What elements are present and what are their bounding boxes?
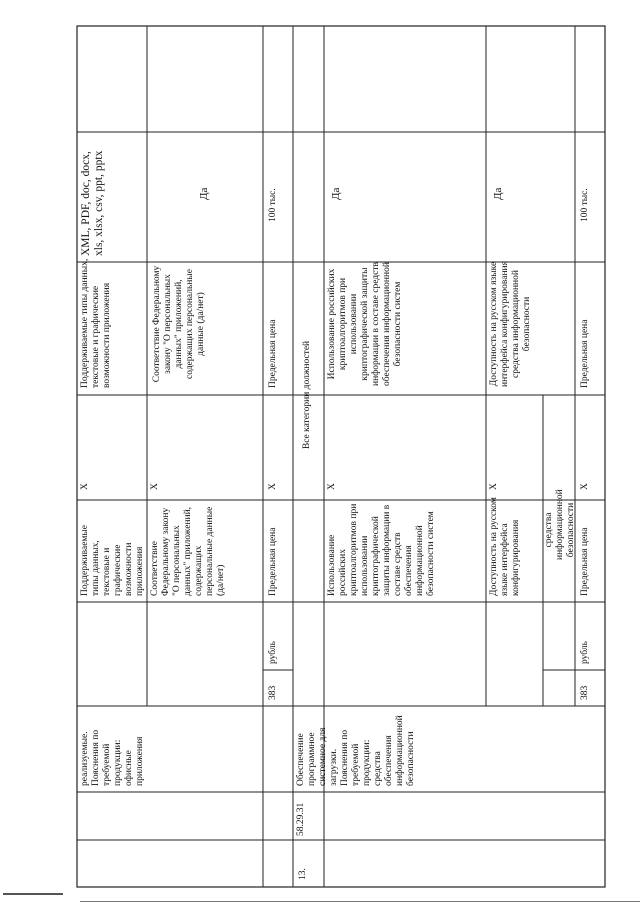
lang-gov-name: Доступность на русском языке интерфейса конфигурирования средства информационной безопасности: [489, 261, 532, 387]
footer-rule: [80, 901, 640, 902]
row13-price-unit: рубль: [580, 641, 590, 664]
product-name: Обеспечение программное системное для загрузки. Пояснения по требуемой продукции: средства обеспечения информационной безопасности: [296, 715, 416, 786]
crypto-mid-mark: X: [327, 483, 337, 490]
lang-gov-value: Да: [492, 187, 504, 200]
crypto-gov-value: Да: [330, 187, 342, 200]
okpd-code: 58.29.31: [296, 802, 306, 836]
row13-price-code: 383: [580, 685, 590, 700]
row13-price-gov-value: 100 тыс.: [580, 188, 590, 222]
row-number: 13.: [298, 868, 308, 880]
lang-mid-name-a: Доступность на русском языке интерфейса конфигурирования: [489, 497, 521, 596]
price-gov-value: 100 тыс.: [268, 188, 278, 222]
compliance-mid-name: Соответствие Федеральному закону "О персональных данных" приложений, содержащих персональные данные (да/нет): [150, 506, 226, 596]
gov-characteristic-name: Поддерживаемые типы данных, текстовые и графические возможности приложения: [80, 258, 112, 388]
product-name-cell: реализуемые. Пояснения по требуемой продукции: офисные приложения: [80, 729, 145, 786]
row13-price-gov-name: Предельная цена: [580, 319, 590, 388]
price-mid-mark: X: [268, 483, 278, 490]
compliance-mid-mark: X: [150, 483, 160, 490]
crypto-gov-name: Использование российских криптоалгоритмов при использовании криптографической защиты информации в составе средств обеспечения информационной безопасности систем: [327, 262, 403, 387]
price-mid-name: Предельная цена: [268, 527, 278, 596]
mid-characteristic-mark: X: [80, 483, 90, 490]
crypto-mid-name: Использование российских криптоалгоритмов при использовании криптографической защиты информации в составе средств обеспечения информационной безопасности систем: [327, 503, 436, 596]
lang-mid-mark: X: [489, 483, 499, 490]
all-categories-label: Все категории должностей: [302, 340, 312, 450]
compliance-gov-name: Соответствие Федеральному закону "О персональных данных" приложений, содержащих персональные данные (да/нет): [152, 265, 206, 383]
compliance-gov-value: Да: [198, 187, 210, 200]
row13-price-mid-name: Предельная цена: [580, 527, 590, 596]
margin-mark: [3, 893, 63, 895]
mid-characteristic-name: Поддерживаемые типы данных, текстовые и графические возможности приложения: [80, 524, 145, 596]
price-unit: рубль: [268, 641, 278, 664]
gov-characteristic-value: XML, PDF, doc, docx, xls, xlsx, csv, ppt, pptx: [80, 150, 105, 256]
lang-mid-name-b: средства информационной безопасности: [544, 489, 576, 560]
price-gov-name: Предельная цена: [268, 319, 278, 388]
price-code: 383: [268, 685, 278, 700]
row13-price-mid-mark: X: [580, 483, 590, 490]
